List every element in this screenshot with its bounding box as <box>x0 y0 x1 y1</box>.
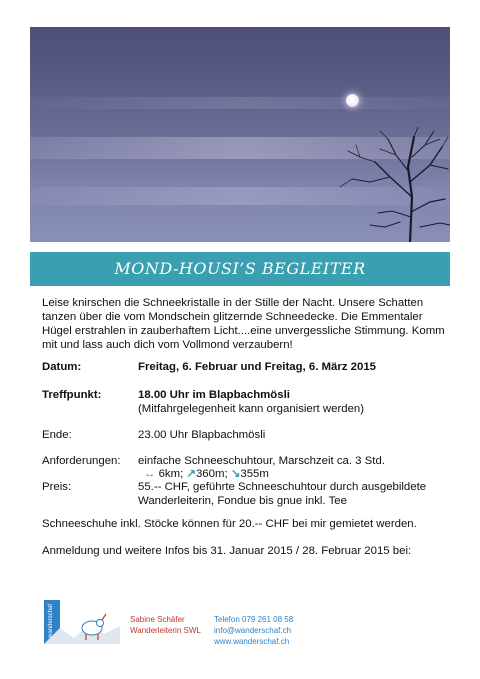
datum-value: Freitag, 6. Februar und Freitag, 6. März 2015 <box>138 361 377 373</box>
rental-text: Schneeschuhe inkl. Stöcke können für 20.-- CHF bei mir gemietet werden. <box>42 518 417 530</box>
contact-web[interactable]: www.wanderschaf.ch <box>214 637 290 646</box>
distance-icon: ↔ <box>144 468 156 480</box>
preis-label: Preis: <box>42 481 72 493</box>
datum-label: Datum: <box>42 361 82 373</box>
treffpunkt-note: (Mitfahrgelegenheit kann organisiert werden) <box>138 403 365 415</box>
intro-text: Leise knirschen die Schneekristalle in der Stille der Nacht. Unsere Schatten tanzen über die vom Mondschein glitzernde Schneedecke. Die Emmentaler Hügel erstrahlen in zauberhaftem Licht....eine unvergessliche Stimmung. Komm mit und lass auch dich vom Vollmond verzaubern! <box>42 297 445 351</box>
event-title-banner: MOND-HOUSI’S BEGLEITER <box>30 252 450 286</box>
tree-silhouette <box>330 127 450 242</box>
contact-phone: Telefon 079 261 08 58 <box>214 615 294 624</box>
moon <box>346 94 359 107</box>
descent-value: 355m <box>240 468 269 480</box>
ascent-icon: ↗ <box>186 468 196 480</box>
header-photo <box>30 27 450 242</box>
ende-label: Ende: <box>42 429 72 441</box>
registration-text: Anmeldung und weitere Infos bis 31. Januar 2015 / 28. Februar 2015 bei: <box>42 545 412 557</box>
contact-email[interactable]: info@wanderschaf.ch <box>214 626 292 635</box>
distance-value: 6km; <box>158 468 184 480</box>
tour-stats <box>144 467 456 481</box>
contact-name-block <box>130 614 201 636</box>
preis-line-2: Wanderleiterin, Fondue bis gnue inkl. Tee <box>138 495 347 507</box>
contact-details <box>214 614 293 647</box>
anforderungen-value: einfache Schneeschuhtour, Marschzeit ca. 3 Std. <box>138 455 385 467</box>
preis-line-1: 55.-- CHF, geführte Schneeschuhtour durch ausgebildete <box>138 481 427 493</box>
descent-icon: ↘ <box>230 468 241 480</box>
treffpunkt-value: 18.00 Uhr im Blapbachmösli <box>138 389 290 401</box>
contact-name: Sabine Schäfer <box>130 615 185 624</box>
logo-text: wanderschaf <box>48 603 54 638</box>
contact-role: Wanderleiterin SWL <box>130 626 201 635</box>
wanderschaf-logo <box>42 598 122 646</box>
treffpunkt-label: Treffpunkt: <box>42 389 102 401</box>
ascent-value: 360m; <box>195 468 228 480</box>
ende-value: 23.00 Uhr Blapbachmösli <box>138 429 266 441</box>
cloud-band <box>30 97 450 109</box>
anforderungen-label: Anforderungen: <box>42 455 121 467</box>
